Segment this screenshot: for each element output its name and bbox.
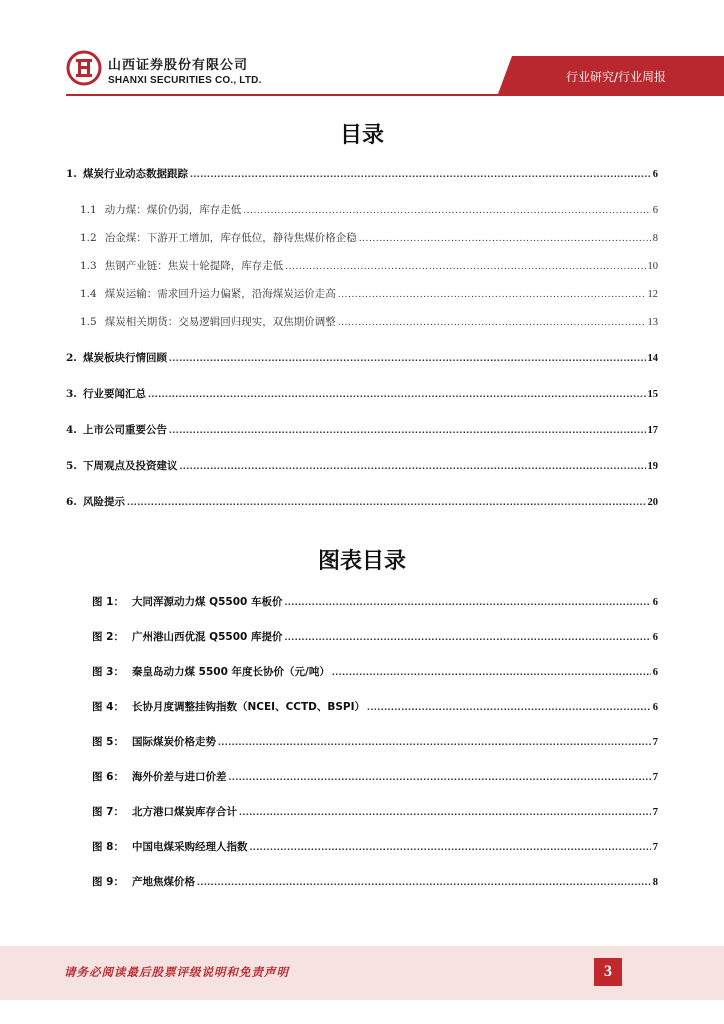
toc-item-page: 6	[652, 169, 658, 180]
figure-item-number: 图 1：	[92, 596, 124, 608]
toc-item-page: 8	[652, 233, 658, 244]
toc-item-number: 3.	[66, 388, 77, 400]
figure-item-page: 6	[652, 597, 658, 608]
company-name-block	[108, 54, 262, 86]
toc-item-page: 19	[647, 461, 658, 472]
toc-item[interactable]	[80, 286, 658, 301]
header-divider	[66, 94, 724, 96]
toc-item-text: 煤炭相关期货：交易逻辑回归现实，双焦期价调整	[104, 316, 336, 328]
toc-item-text: 风险提示	[82, 496, 125, 508]
figure-item[interactable]	[92, 734, 658, 749]
toc-item-number: 1.4	[80, 288, 97, 300]
toc-item[interactable]	[66, 494, 658, 509]
figure-item-number: 图 4：	[92, 701, 124, 713]
toc-item-text: 上市公司重要公告	[82, 424, 167, 436]
figure-item-number: 图 3：	[92, 666, 124, 678]
toc-item[interactable]	[66, 386, 658, 401]
disclaimer-notice: 请务必阅读最后股票评级说明和免责声明	[64, 965, 289, 979]
report-category: 行业研究/行业周报	[565, 70, 666, 84]
figure-leader-dots	[284, 631, 650, 643]
toc-item-number: 5.	[66, 460, 77, 472]
figure-leader-dots	[229, 771, 651, 783]
toc-item-number: 1.5	[80, 316, 97, 328]
page-header	[0, 0, 724, 110]
toc-leader-dots	[243, 204, 651, 216]
figure-item-number: 图 9：	[92, 876, 124, 888]
toc-item-text: 冶金煤：下游开工增加，库存低位，静待焦煤价格企稳	[104, 232, 357, 244]
figure-leader-dots	[218, 736, 651, 748]
figure-item-page: 6	[652, 632, 658, 643]
toc-leader-dots	[338, 288, 646, 300]
toc-item-text: 煤炭行业动态数据跟踪	[82, 168, 188, 180]
toc-leader-dots	[285, 260, 645, 272]
figure-item-number: 图 8：	[92, 841, 124, 853]
figure-item[interactable]	[92, 629, 658, 644]
figure-item-page: 6	[652, 702, 658, 713]
figure-leader-dots	[239, 806, 651, 818]
toc-item-number: 1.3	[80, 260, 97, 272]
toc-item-text: 行业要闻汇总	[82, 388, 146, 400]
figure-leader-dots	[250, 841, 651, 853]
toc-item-number: 1.	[66, 168, 77, 180]
figure-item-page: 8	[652, 877, 658, 888]
figure-leader-dots	[197, 876, 651, 888]
toc-item[interactable]	[80, 202, 658, 217]
toc-item[interactable]	[80, 258, 658, 273]
toc-item-page: 15	[647, 389, 658, 400]
toc-item-number: 1.1	[80, 204, 97, 216]
figure-item[interactable]	[92, 839, 658, 854]
toc-item-page: 6	[652, 205, 658, 216]
figure-item-number: 图 2：	[92, 631, 124, 643]
company-name-en: SHANXI SECURITIES CO., LTD.	[108, 75, 262, 86]
toc-item-page: 10	[647, 261, 658, 272]
figure-item-page: 7	[652, 737, 658, 748]
toc-leader-dots	[169, 424, 646, 436]
toc-item-text: 煤炭板块行情回顾	[82, 352, 167, 364]
toc-leader-dots	[127, 496, 646, 508]
figure-item[interactable]	[92, 699, 658, 714]
toc-item-page: 13	[647, 317, 658, 328]
figure-item-text: 国际煤炭价格走势	[132, 736, 216, 748]
page-number: 3	[594, 958, 622, 986]
toc-item[interactable]	[66, 422, 658, 437]
figure-item-number: 图 6：	[92, 771, 124, 783]
figure-item[interactable]	[92, 594, 658, 609]
company-name-cn: 山西证券股份有限公司	[108, 58, 249, 73]
toc-item-page: 17	[647, 425, 658, 436]
toc-item-page: 14	[647, 353, 658, 364]
figure-item-text: 广州港山西优混 Q5500 库提价	[132, 631, 283, 643]
figure-item-page: 6	[652, 667, 658, 678]
figure-item[interactable]	[92, 804, 658, 819]
toc-item-page: 12	[647, 289, 658, 300]
figure-item-text: 大同浑源动力煤 Q5500 车板价	[132, 596, 283, 608]
toc-leader-dots	[179, 460, 645, 472]
figure-item-text: 秦皇岛动力煤 5500 年度长协价（元/吨）	[132, 666, 330, 678]
figure-item[interactable]	[92, 874, 658, 889]
toc-item[interactable]	[80, 230, 658, 245]
figure-item-text: 产地焦煤价格	[132, 876, 195, 888]
toc-item[interactable]	[66, 458, 658, 473]
figure-item-text: 中国电煤采购经理人指数	[132, 841, 248, 853]
figure-item[interactable]	[92, 664, 658, 679]
figure-item-text: 北方港口煤炭库存合计	[132, 806, 237, 818]
toc-item-text: 煤炭运输：需求回升运力偏紧，沿海煤炭运价走高	[104, 288, 336, 300]
toc-item[interactable]	[66, 350, 658, 365]
toc-leader-dots	[169, 352, 646, 364]
company-logo-icon	[66, 50, 102, 86]
toc-item-text: 动力煤：煤价仍弱，库存走低	[104, 204, 242, 216]
figure-item-text: 长协月度调整挂钩指数（NCEI、CCTD、BSPI）	[132, 701, 366, 713]
toc-item-text: 焦钢产业链：焦炭十轮提降，库存走低	[104, 260, 284, 272]
figure-item-text: 海外价差与进口价差	[132, 771, 227, 783]
toc-item-number: 1.2	[80, 232, 97, 244]
figure-leader-dots	[332, 666, 651, 678]
toc-leader-dots	[148, 388, 646, 400]
toc-leader-dots	[338, 316, 646, 328]
figure-item-number: 图 5：	[92, 736, 124, 748]
toc-item-text: 下周观点及投资建议	[82, 460, 178, 472]
toc-item[interactable]	[80, 314, 658, 329]
figure-item-number: 图 7：	[92, 806, 124, 818]
figure-item-page: 7	[652, 772, 658, 783]
figures-title: 图表目录	[317, 549, 406, 574]
toc-item[interactable]	[66, 166, 658, 181]
toc-item-number: 4.	[66, 424, 77, 436]
toc-title: 目录	[339, 123, 384, 148]
toc-leader-dots	[359, 232, 651, 244]
toc-item-number: 6.	[66, 496, 77, 508]
figure-item-page: 7	[652, 807, 658, 818]
figure-leader-dots	[367, 701, 651, 713]
toc-item-page: 20	[647, 497, 658, 508]
figure-item[interactable]	[92, 769, 658, 784]
toc-leader-dots	[190, 168, 651, 180]
figure-item-page: 7	[652, 842, 658, 853]
toc-item-number: 2.	[66, 352, 77, 364]
figure-leader-dots	[284, 596, 650, 608]
